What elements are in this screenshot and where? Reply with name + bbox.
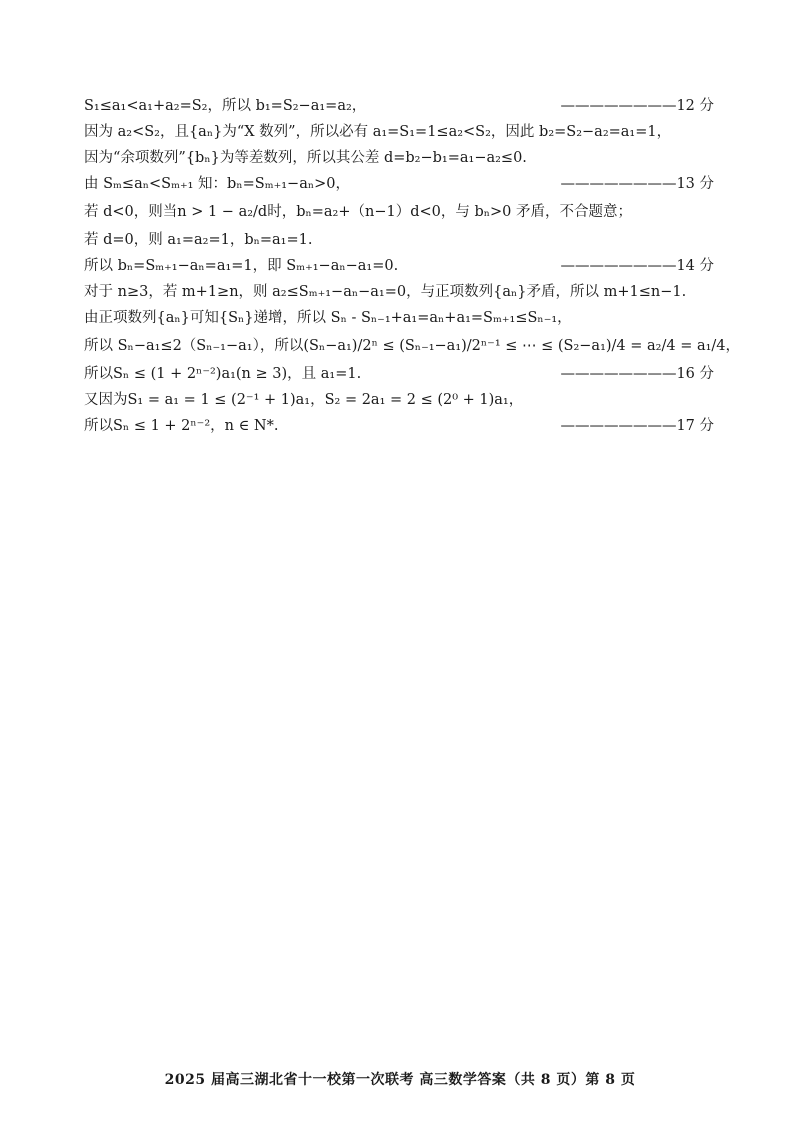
solution-line-10: 所以 Sₙ−a₁≤2（Sₙ₋₁−a₁），所以(Sₙ−a₁)/2ⁿ ≤ (Sₙ₋₁−a₁)/2ⁿ⁻¹ ≤ ⋯ ≤ (S₂−a₁)/4 = a₂/4 = a₁/4，	[84, 338, 741, 354]
solution-line-4: 由 Sₘ≤aₙ<Sₘ₊₁ 知：bₙ=Sₘ₊₁−aₙ>0，	[84, 176, 350, 192]
solution-line-1: S₁≤a₁<a₁+a₂=S₂，所以 b₁=S₂−a₁=a₂，	[84, 98, 367, 114]
score-mark-13: ————————13 分	[560, 176, 714, 192]
score-mark-16: ————————16 分	[560, 366, 714, 382]
solution-line-13: 所以Sₙ ≤ 1 + 2ⁿ⁻²，n ∈ N*.	[84, 418, 279, 434]
solution-line-9: 由正项数列{aₙ}可知{Sₙ}递增，所以 Sₙ - Sₙ₋₁+a₁=aₙ+a₁=Sₘ₊₁≤Sₙ₋₁，	[84, 310, 572, 326]
solution-line-12: 又因为S₁ = a₁ = 1 ≤ (2⁻¹ + 1)a₁，S₂ = 2a₁ = 2 ≤ (2⁰ + 1)a₁，	[84, 392, 524, 408]
solution-line-5: 若 d<0，则当n > 1 − a₂/d时，bₙ=a₂+（n−1）d<0，与 bₙ>0 矛盾，不合题意；	[84, 204, 633, 220]
solution-line-8: 对于 n≥3，若 m+1≥n，则 a₂≤Sₘ₊₁−aₙ−a₁=0，与正项数列{aₙ}矛盾，所以 m+1≤n−1.	[84, 284, 687, 300]
score-mark-17: ————————17 分	[560, 418, 714, 434]
score-mark-12: ————————12 分	[560, 98, 714, 114]
page-footer: 2025 届高三湖北省十一校第一次联考 高三数学答案（共 8 页）第 8 页	[164, 1072, 636, 1088]
score-mark-14: ————————14 分	[560, 258, 714, 274]
solution-line-3: 因为“余项数列”{bₙ}为等差数列，所以其公差 d=b₂−b₁=a₁−a₂≤0.	[84, 150, 527, 166]
solution-line-2: 因为 a₂<S₂，且{aₙ}为“X 数列”，所以必有 a₁=S₁=1≤a₂<S₂，因此 b₂=S₂−a₂=a₁=1，	[84, 124, 672, 140]
solution-line-7: 所以 bₙ=Sₘ₊₁−aₙ=a₁=1，即 Sₘ₊₁−aₙ−a₁=0.	[84, 258, 399, 274]
solution-line-6: 若 d=0，则 a₁=a₂=1，bₙ=a₁=1.	[84, 232, 313, 248]
solution-line-11: 所以Sₙ ≤ (1 + 2ⁿ⁻²)a₁(n ≥ 3)，且 a₁=1.	[84, 366, 362, 382]
